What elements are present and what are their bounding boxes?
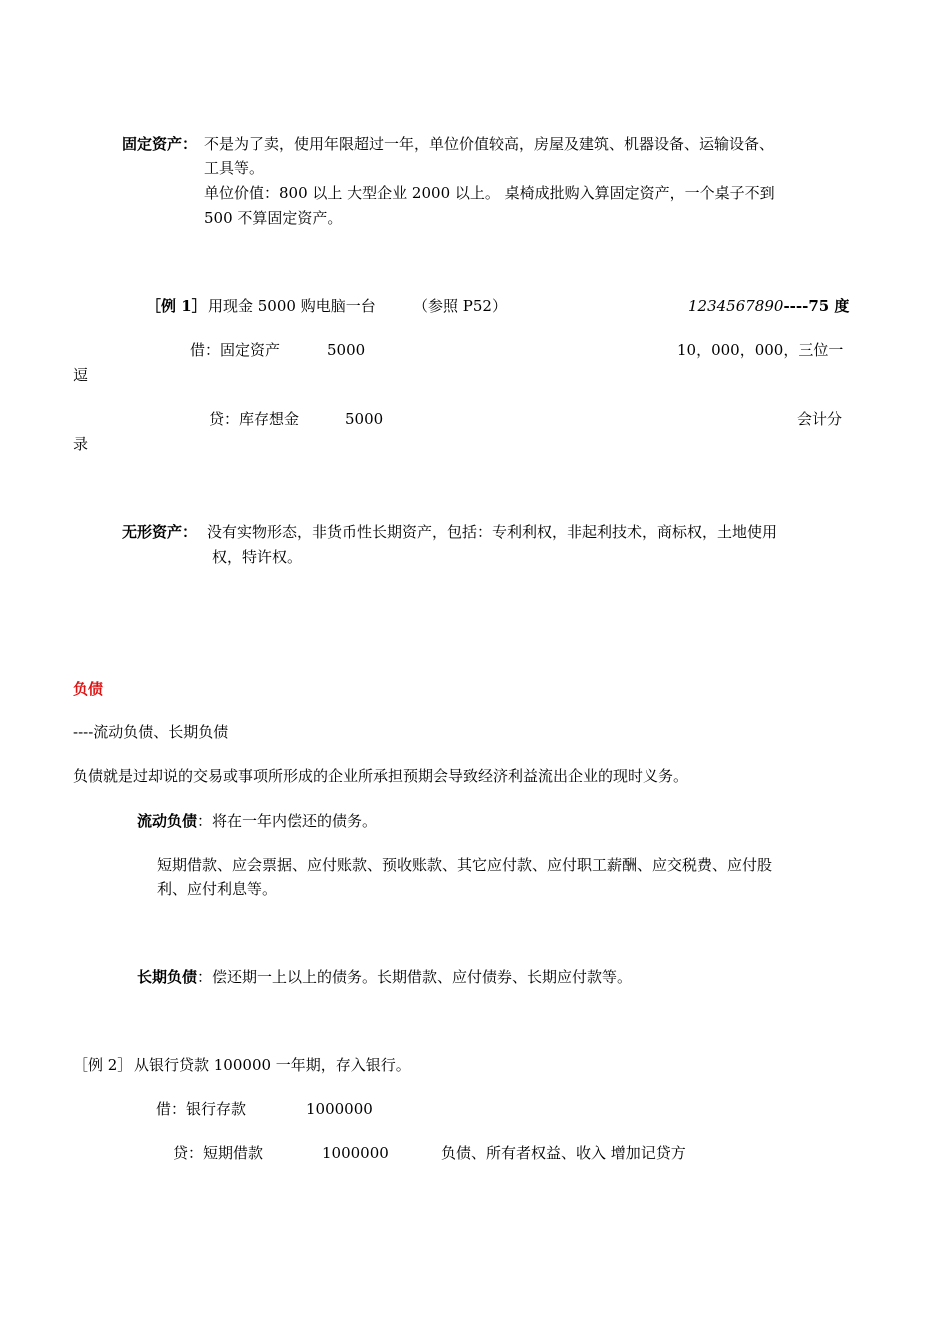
example2-debit-amount: 1000000: [306, 1100, 373, 1118]
example1-right-note: [688, 296, 849, 316]
example1-credit-note-continued: 录: [73, 435, 89, 453]
example2-credit-amount: 1000000: [322, 1144, 389, 1162]
current-liabilities-items-line1: 短期借款、应会票据、应付账款、预收账款、其它应付款、应付职工薪酬、应交税费、应付股: [157, 856, 773, 874]
example1-debit-note-continued: 逗: [73, 366, 89, 384]
example2-credit-label: 贷：短期借款: [173, 1144, 264, 1162]
fixed-assets-unit-value-line2: 500 不算固定资产。: [204, 209, 343, 227]
example1-right-number: 1234567890: [688, 297, 784, 315]
liabilities-subtitle: ----流动负债、长期负债: [73, 723, 229, 741]
intangible-definition-line1: 没有实物形态，非货币性长期资产，包括：专利利权，非起利技术，商标权，土地使用: [207, 523, 778, 541]
example2-debit-label: 借：银行存款: [156, 1100, 247, 1118]
example1-credit-amount: 5000: [345, 410, 384, 428]
liabilities-definition: 负债就是过却说的交易或事项所形成的企业所承担预期会导致经济利益流出企业的现时义务。: [73, 767, 689, 785]
fixed-assets-definition-line2: 工具等。: [204, 159, 265, 177]
example1-debit-amount: 5000: [327, 341, 366, 359]
intangible-definition-line2: 权，特许权。: [212, 548, 303, 566]
example1-debit-label: 借：固定资产: [190, 341, 281, 359]
example1-text: 用现金 5000 购电脑一台: [208, 297, 376, 315]
intangible-term: 无形资产：: [122, 523, 198, 541]
liabilities-heading: 负债: [73, 680, 104, 698]
fixed-assets-definition-line1: 不是为了卖，使用年限超过一年，单位价值较高，房屋及建筑、机器设备、运输设备、: [204, 135, 775, 153]
fixed-assets-unit-value-line1: 单位价值：800 以上 大型企业 2000 以上。 桌椅成批购入算固定资产，一个桌子不到: [204, 184, 775, 202]
current-liabilities-definition: ：将在一年内偿还的债务。: [197, 812, 378, 830]
example1-right-suffix: ----75 度: [783, 297, 850, 315]
example1-debit-note: 10，000，000，三位一: [677, 341, 844, 359]
example2-label: ［例 2］: [73, 1056, 133, 1074]
example2-text: 从银行贷款 100000 一年期，存入银行。: [134, 1056, 411, 1074]
example2-credit-note: 负债、所有者权益、收入 增加记贷方: [441, 1144, 686, 1162]
fixed-assets-term: 固定资产：: [122, 135, 198, 153]
example1-credit-label: 贷：库存想金: [209, 410, 300, 428]
example1-credit-note: 会计分: [797, 410, 843, 428]
long-term-liabilities-line: [137, 967, 632, 987]
example1-label: ［例 1］: [146, 297, 207, 315]
long-term-liabilities-definition: ：偿还期一上以上的债务。长期借款、应付债券、长期应付款等。: [197, 968, 633, 986]
current-liabilities-items-line2: 利、应付利息等。: [157, 880, 278, 898]
long-term-liabilities-term: 长期负债: [137, 968, 198, 986]
example1-reference: （参照 P52）: [413, 297, 507, 315]
current-liabilities-line: [137, 811, 377, 831]
current-liabilities-term: 流动负债: [137, 812, 198, 830]
